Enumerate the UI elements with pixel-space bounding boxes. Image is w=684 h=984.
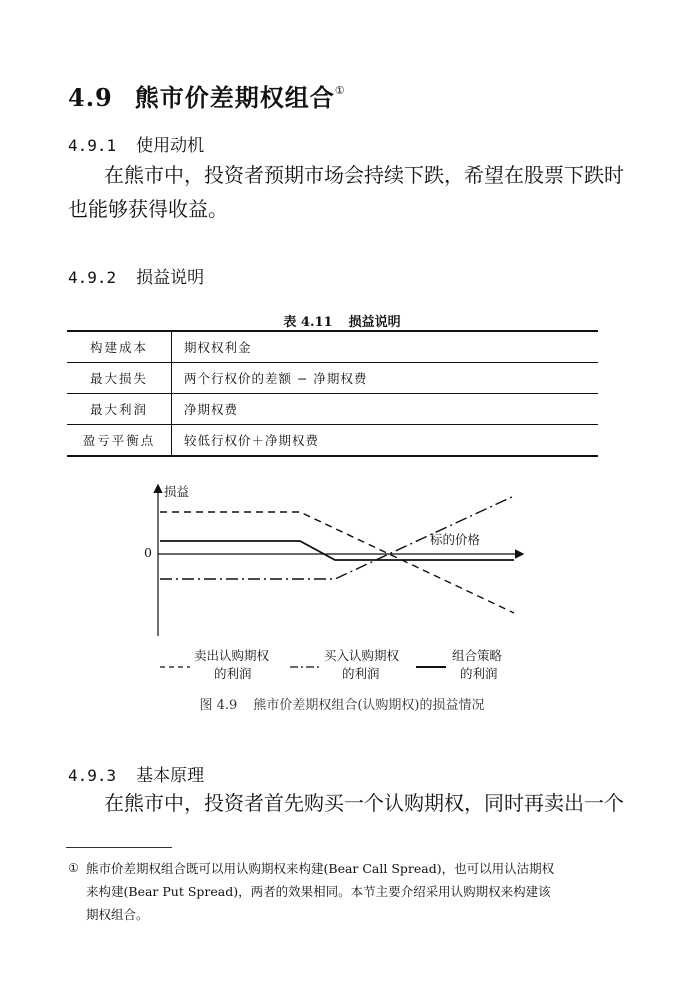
legend-label-line2: 的利润 <box>460 666 498 681</box>
subsection-heading-motivation <box>68 131 204 156</box>
subsection-number: 4.9.1 <box>68 136 117 155</box>
paragraph-principle <box>104 786 624 820</box>
table-title: 损益说明 <box>348 315 401 330</box>
zero-tick-label: 0 <box>144 545 152 560</box>
table-row <box>67 394 598 425</box>
footnote-mark: ① <box>68 861 79 875</box>
y-axis-label: 损益 <box>164 484 190 499</box>
table-row <box>67 425 598 457</box>
row-value: 两个行权价的差额 − 净期权费 <box>172 363 599 394</box>
legend-label: 组合策略 <box>452 648 503 663</box>
paragraph-motivation <box>104 158 624 192</box>
payoff-diagram <box>130 478 550 688</box>
x-axis-label: 标的价格 <box>430 532 481 547</box>
section-title-text: 熊市价差期权组合 <box>134 84 335 112</box>
section-number: 4.9 <box>68 83 113 112</box>
paragraph-line: 也能够获得收益。 <box>68 197 228 221</box>
subsection-title: 损益说明 <box>136 268 205 288</box>
paragraph-line: 在熊市中，投资者预期市场会持续下跌，希望在股票下跌时 <box>104 163 624 187</box>
subsection-title: 基本原理 <box>136 766 205 786</box>
section-title <box>68 78 346 113</box>
row-key: 盈亏平衡点 <box>67 425 172 457</box>
table-row <box>67 331 598 363</box>
footnote-line: 期权组合。 <box>86 907 149 922</box>
footnote <box>86 857 606 926</box>
table-number: 表 4.11 <box>283 315 333 330</box>
row-value: 期权权利金 <box>184 340 252 355</box>
paragraph-line: 在熊市中，投资者首先购买一个认购期权，同时再卖出一个 <box>104 791 624 815</box>
figure-number: 图 4.9 <box>199 698 238 713</box>
legend-label: 买入认购期权 <box>324 648 400 663</box>
subsection-number: 4.9.2 <box>68 268 117 287</box>
profit-loss-table <box>67 330 598 457</box>
table-caption <box>0 311 684 330</box>
footnote-divider <box>66 847 172 848</box>
subsection-heading-profit-loss <box>68 263 204 288</box>
figure-caption <box>0 694 684 713</box>
legend-label: 卖出认购期权 <box>194 648 270 663</box>
subsection-number: 4.9.3 <box>68 766 117 785</box>
row-value: 较低行权价＋净期权费 <box>172 425 599 457</box>
paragraph-motivation-cont <box>68 192 228 226</box>
legend-label-line2: 的利润 <box>214 666 252 681</box>
row-key: 构建成本 <box>67 331 172 363</box>
row-key: 最大损失 <box>67 363 172 394</box>
legend-label-line2: 的利润 <box>342 666 380 681</box>
footnote-line: 熊市价差期权组合既可以用认购期权来构建(Bear Call Spread)，也可以用认沽期权 <box>86 861 555 876</box>
subsection-heading-principle <box>68 761 204 786</box>
table-row <box>67 363 598 394</box>
row-value: 净期权费 <box>172 394 599 425</box>
footnote-reference: ① <box>334 84 346 97</box>
subsection-title: 使用动机 <box>136 136 205 156</box>
figure-title: 熊市价差期权组合(认购期权)的损益情况 <box>253 698 485 713</box>
sell-call-profit-line <box>160 512 514 613</box>
row-key: 最大利润 <box>67 394 172 425</box>
footnote-line: 来构建(Bear Put Spread)，两者的效果相同。本节主要介绍采用认购期权来构建该 <box>86 884 551 899</box>
